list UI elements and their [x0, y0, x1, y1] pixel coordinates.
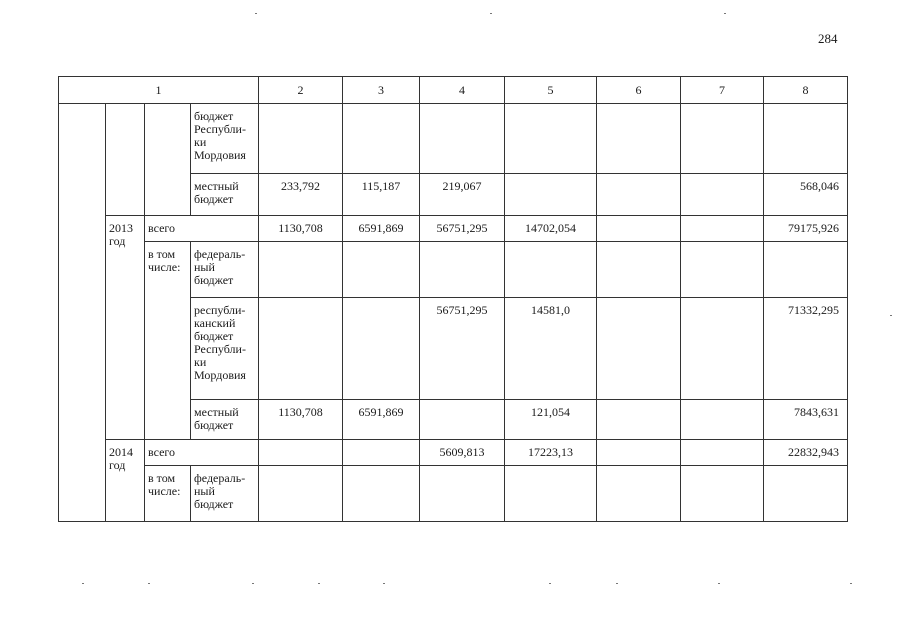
value-cell: 17223,13 — [505, 440, 597, 466]
value-cell: 121,054 — [505, 400, 597, 440]
scan-speck — [148, 583, 150, 584]
value-cell: 1130,708 — [259, 400, 343, 440]
program-cell — [59, 104, 106, 522]
header-cell: 1 — [59, 77, 259, 104]
budget-label: местный бюджет — [191, 400, 259, 440]
table-row — [59, 216, 848, 242]
header-cell: 3 — [343, 77, 420, 104]
value-cell: 219,067 — [420, 174, 505, 216]
budget-label: бюджет Республи-ки Мордовия — [191, 104, 259, 174]
incl-label: в том числе: — [145, 242, 191, 440]
scan-speck — [82, 583, 84, 584]
budget-label: федераль-ный бюджет — [191, 466, 259, 522]
scan-speck — [718, 583, 720, 584]
table-row — [59, 466, 848, 522]
budget-label: республи-канский бюджет Республи-ки Мордовия — [191, 298, 259, 400]
value-cell: 568,046 — [764, 174, 848, 216]
scan-speck — [549, 583, 551, 584]
scan-speck — [318, 583, 320, 584]
value-cell: 5609,813 — [420, 440, 505, 466]
table-row — [59, 440, 848, 466]
value-cell: 79175,926 — [764, 216, 848, 242]
header-cell: 4 — [420, 77, 505, 104]
header-cell: 8 — [764, 77, 848, 104]
budget-label: федераль-ный бюджет — [191, 242, 259, 298]
header-cell: 2 — [259, 77, 343, 104]
value-cell: 71332,295 — [764, 298, 848, 400]
value-cell: 14581,0 — [505, 298, 597, 400]
value-cell: 56751,295 — [420, 298, 505, 400]
value-cell: 1130,708 — [259, 216, 343, 242]
value-cell: 14702,054 — [505, 216, 597, 242]
value-cell: 6591,869 — [343, 216, 420, 242]
incl-cell — [145, 104, 191, 216]
page-number: 284 — [818, 31, 838, 46]
scan-speck — [383, 583, 385, 584]
scan-speck — [850, 583, 852, 584]
year-label: 2014 год — [106, 440, 145, 522]
value-cell: 233,792 — [259, 174, 343, 216]
scan-speck — [255, 13, 257, 14]
scan-speck — [724, 13, 726, 14]
scan-speck — [252, 583, 254, 584]
year-label: 2013 год — [106, 216, 145, 440]
total-label: всего — [145, 440, 259, 466]
value-cell: 115,187 — [343, 174, 420, 216]
year-cell — [106, 104, 145, 216]
table-row — [59, 242, 848, 298]
value-cell: 56751,295 — [420, 216, 505, 242]
value-cell: 6591,869 — [343, 400, 420, 440]
scan-speck — [616, 583, 618, 584]
header-cell: 5 — [505, 77, 597, 104]
budget-table — [58, 76, 848, 522]
header-cell: 7 — [681, 77, 764, 104]
budget-label: местный бюджет — [191, 174, 259, 216]
scan-speck — [890, 315, 892, 316]
header-cell: 6 — [597, 77, 681, 104]
incl-label: в том числе: — [145, 466, 191, 522]
value-cell: 22832,943 — [764, 440, 848, 466]
total-label: всего — [145, 216, 259, 242]
scan-speck — [490, 13, 492, 14]
header-row — [59, 77, 848, 104]
value-cell: 7843,631 — [764, 400, 848, 440]
table-row — [59, 104, 848, 174]
